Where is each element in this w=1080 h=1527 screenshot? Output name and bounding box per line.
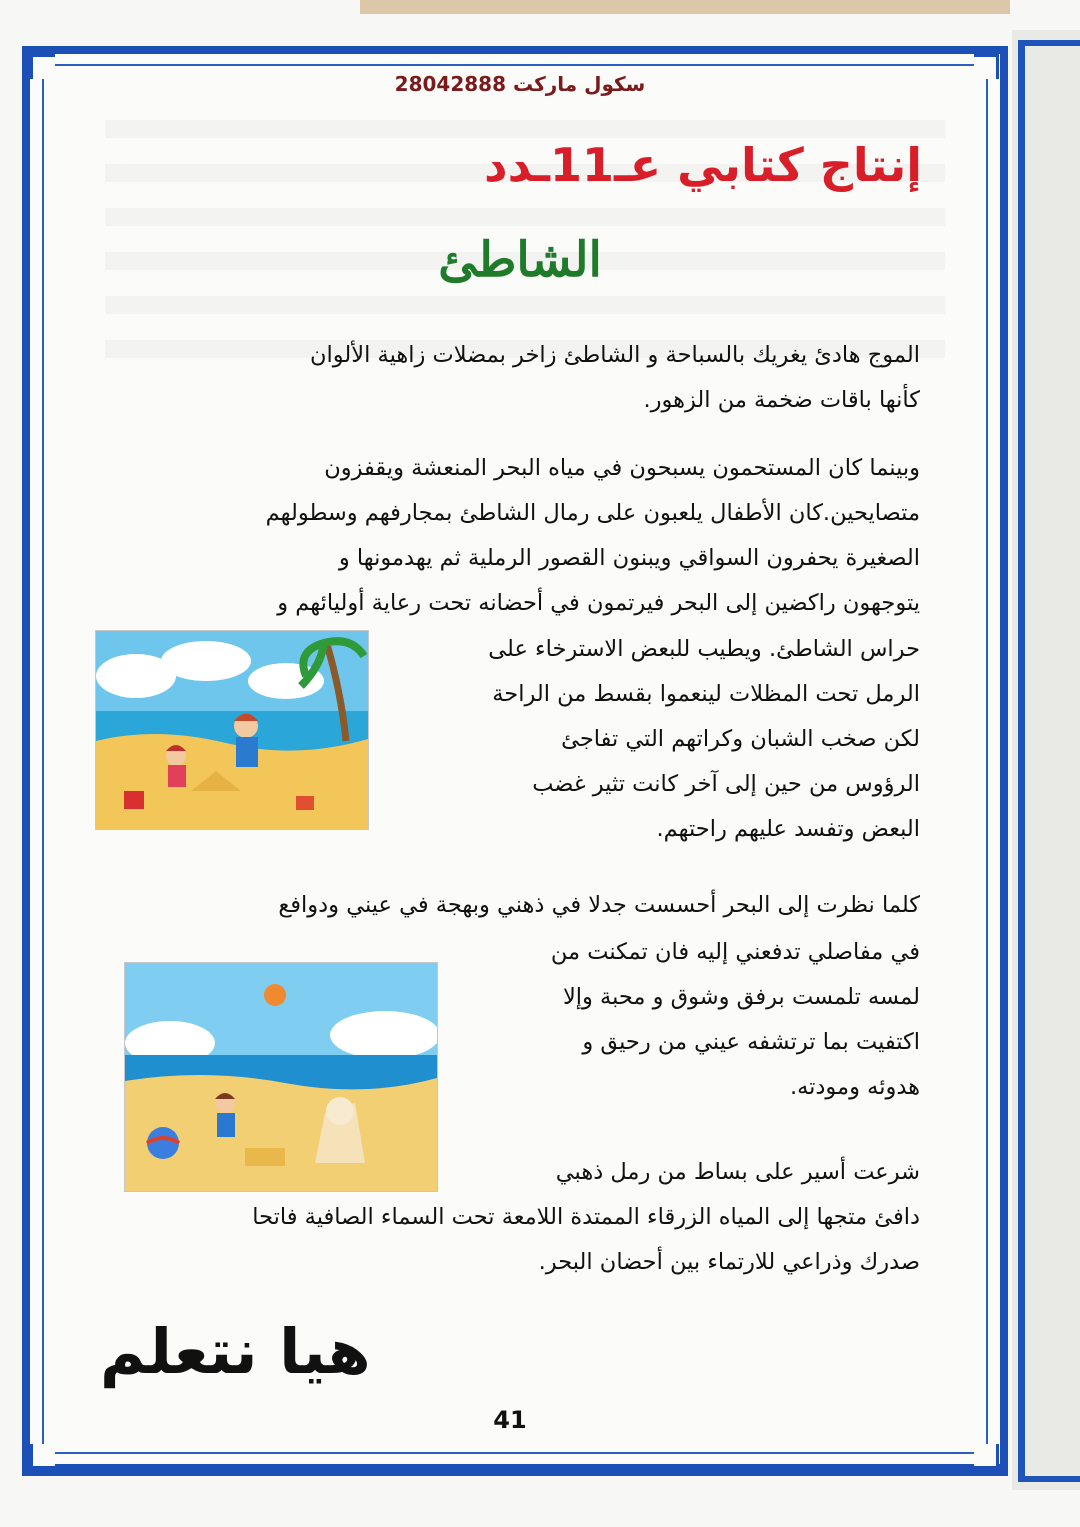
text-line: شرعت أسير على بساط من رمل ذهبي	[555, 1159, 920, 1185]
next-page-frame	[1018, 40, 1080, 1482]
text-line: هدوئه ومودته.	[789, 1074, 920, 1100]
text-line: صدرك وذراعي للارتماء بين أحضان البحر.	[538, 1249, 920, 1275]
publisher-line: سكول ماركت 28042888	[394, 72, 646, 96]
paragraph-3	[120, 883, 920, 928]
text-line: اكتفيت بما ترتشفه عيني من رحيق و	[582, 1029, 920, 1055]
text-line: لمسه تلمست برفق وشوق و محبة وإلا	[562, 984, 920, 1010]
text-line: الرؤوس من حين إلى آخر كانت تثير غضب	[532, 771, 920, 797]
paragraph-2-wrapped	[380, 627, 920, 852]
text-line: البعض وتفسد عليهم راحتهم.	[656, 816, 920, 842]
text-line: كأنها باقات ضخمة من الزهور.	[643, 387, 920, 413]
text-line: حراس الشاطئ. ويطيب للبعض الاسترخاء على	[488, 636, 920, 662]
text-line: الموج هادئ يغريك بالسباحة و الشاطئ زاخر بمضلات زاهية الألوان	[310, 342, 920, 368]
previous-page-strip	[360, 0, 1010, 14]
beach-kids-illustration	[95, 630, 369, 830]
text-line: الصغيرة يحفرون السواقي ويبنون القصور الرملية ثم يهدمونها و	[338, 545, 920, 571]
text-line: يتوجهون راكضين إلى البحر فيرتمون في أحضانه تحت رعاية أوليائهم و	[277, 590, 920, 616]
paragraph-2	[130, 446, 920, 626]
text-line: لكن صخب الشبان وكراتهم التي تفاجئ	[561, 726, 920, 752]
text-line: كلما نظرت إلى البحر أحسست جدلا في ذهني وبهجة في عيني ودوافع	[278, 892, 920, 918]
page-bottom-bar	[22, 1466, 1008, 1476]
text-line: دافئ متجها إلى المياه الزرقاء الممتدة اللامعة تحت السماء الصافية فاتحا	[252, 1204, 920, 1230]
text-line: متصايحين.كان الأطفال يلعبون على رمال الشاطئ بمجارفهم وسطولهم	[265, 500, 920, 526]
frame-corner	[974, 54, 999, 79]
lesson-title: إنتاج كتابي عـ11ـدد	[484, 138, 922, 192]
text-line: وبينما كان المستحمون يسبحون في مياه البحر المنعشة ويقفزون	[324, 455, 920, 481]
paragraph-1	[140, 333, 920, 423]
frame-corner	[30, 54, 55, 79]
page-number: 41	[493, 1406, 527, 1434]
subject-title: الشاطئ	[438, 232, 602, 288]
paragraph-4	[120, 1150, 920, 1285]
text-line: في مفاصلي تدفعني إليه فان تمكنت من	[550, 939, 920, 965]
paragraph-3-wrapped	[460, 930, 920, 1110]
text-line: الرمل تحت المظلات لينعموا بقسط من الراحة	[492, 681, 920, 707]
slogan-text: هيا نتعلم	[100, 1315, 371, 1388]
